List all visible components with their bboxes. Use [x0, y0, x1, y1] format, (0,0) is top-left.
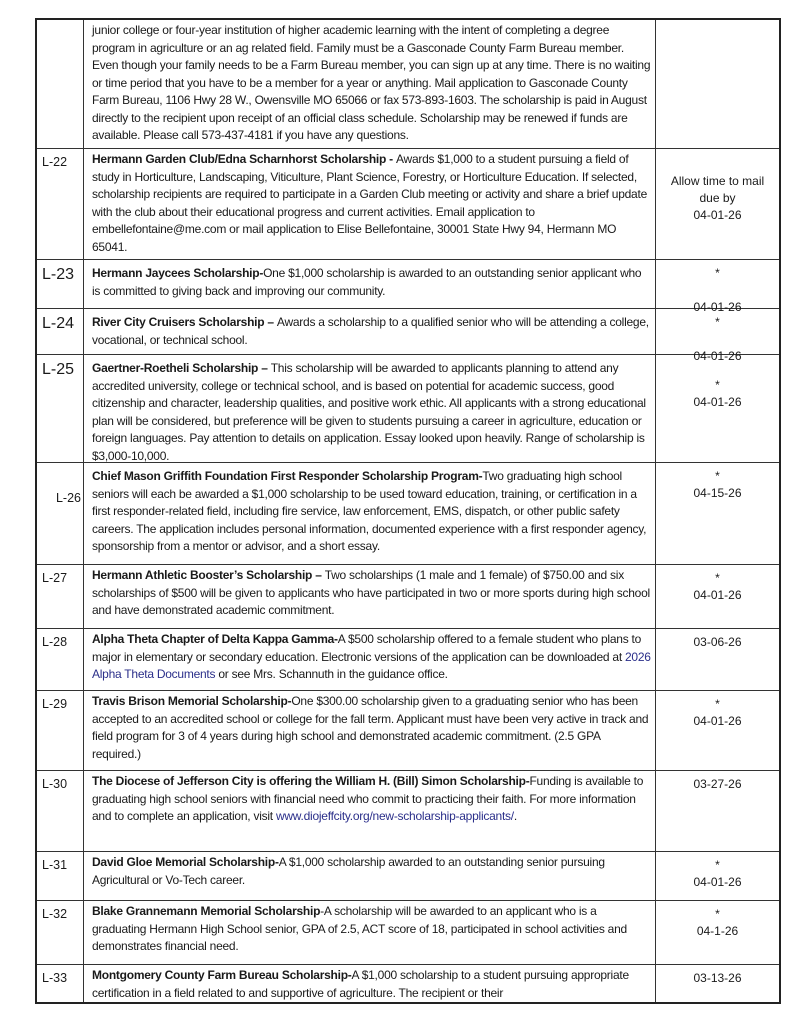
table-row: [37, 900, 779, 964]
table-row: [37, 20, 779, 148]
table-row: [37, 770, 779, 851]
scholarship-body: Awards a scholarship to a qualified senior who will be attending a college, vocational, or technical school.: [92, 315, 649, 347]
scholarship-id: L-27: [37, 565, 84, 628]
scholarship-description: [84, 691, 656, 770]
scholarship-title: Alpha Theta Chapter of Delta Kappa Gamma-: [92, 632, 338, 646]
table-row: [37, 308, 779, 363]
scholarship-id: L-32: [37, 901, 84, 964]
deadline: Allow time to mail due by 04-01-26: [670, 174, 765, 222]
table-row: [37, 462, 779, 564]
scholarship-body: Two scholarships (1 male and 1 female) of $750.00 and six scholarships of $500 will be given to applicants who have participated in two or more sports during high school and have demonstrated academic commitment.: [92, 568, 650, 617]
scholarship-description: [84, 852, 656, 900]
scholarship-description: [84, 629, 656, 690]
scholarship-description: [84, 260, 656, 308]
scholarship-body: junior college or four-year institution of higher academic learning with the intent of completing a degree program in agriculture or an ag related field. Family must be a Gasconade County Farm Bureau member. Even though your family needs to be a Farm Bureau member, you can sign up at any time. There is no waiting or time period that you have to be a member for a year or anything. Mail application to Gasconade County Farm Bureau, 1106 Hwy 28 W., Owensville MO 65066 or fax 573-893-1603. The scholarship is paid in August directly to the recipient upon receipt of an official class schedule. Scholarship may be renewed if funds are available. Please call 573-437-4181 if you have any questions.: [92, 23, 651, 142]
scholarship-id: L-28: [37, 629, 84, 690]
deadline: 03-13-26: [693, 971, 742, 985]
scholarship-body: A $500 scholarship offered to a female student who plans to major in elementary or secondary education. Electronic versions of the application can be downloaded at: [92, 632, 642, 664]
deadline: * 04-01-26: [693, 378, 742, 409]
scholarship-id: L-30: [37, 771, 84, 851]
scholarship-id: L-26: [37, 463, 84, 564]
scholarship-id: L-23: [37, 260, 84, 308]
table-row: [37, 690, 779, 770]
scholarship-description: [84, 20, 656, 148]
deadline: * 04-01-26: [693, 315, 742, 363]
scholarship-title: Hermann Jaycees Scholarship-: [92, 266, 264, 280]
scholarship-title: David Gloe Memorial Scholarship-: [92, 855, 279, 869]
scholarship-body: -A scholarship will be awarded to an applicant who is a graduating Hermann High School senior, GPA of 2.5, ACT score of 18, participated in school activities and demonstrates financial need.: [92, 904, 627, 953]
table-row: [37, 851, 779, 900]
scholarship-body: A $1,000 scholarship awarded to an outstanding senior pursuing Agricultural or Vo-Tech career.: [92, 855, 605, 887]
deadline: * 04-15-26: [693, 469, 742, 500]
scholarship-title: Travis Brison Memorial Scholarship-: [92, 694, 292, 708]
table-row: [37, 259, 779, 314]
scholarship-title: Chief Mason Griffith Foundation First Responder Scholarship Program-: [92, 469, 483, 483]
table-row: [37, 964, 779, 1002]
deadline: * 04-01-26: [693, 266, 742, 314]
scholarship-body: Two graduating high school seniors will each be awarded a $1,000 scholarship to be used toward education, training, or certification in a first responder-related field, including fire service, law enforcement, EMS, dispatch, or other public safety careers. The application includes personal information, documented experience with a first responder agency, sponsorship from a mentor or advisor, and a short essay.: [92, 469, 647, 553]
table-row: [37, 354, 779, 462]
scholarship-body: Funding is available to graduating high school seniors with financial need who commit to practicing their faith. For more information and to complete an application, visit: [92, 774, 644, 823]
scholarship-description: [84, 355, 656, 462]
table-row: [37, 564, 779, 628]
scholarship-body: One $1,000 scholarship is awarded to an outstanding senior applicant who is committed to giving back and improving our community.: [92, 266, 642, 298]
scholarship-title: Blake Grannemann Memorial Scholarship: [92, 904, 321, 918]
scholarship-title: Gaertner-Roetheli Scholarship –: [92, 361, 271, 375]
scholarship-id: L-33: [37, 965, 84, 1002]
scholarship-description: [84, 463, 656, 564]
scholarship-link[interactable]: 2026 Alpha Theta Documents: [92, 649, 651, 681]
deadline: * 04-01-26: [693, 697, 742, 728]
scholarship-title: Hermann Garden Club/Edna Scharnhorst Scholarship -: [92, 152, 396, 166]
deadline: * 04-01-26: [693, 571, 742, 602]
scholarship-id: L-22: [37, 149, 84, 259]
scholarship-body: One $300.00 scholarship given to a graduating senior who has been accepted to an accredited school or college for the fall term. Applicant must have been very active in track and field program for 3 of 4 years during high school and demonstrated academic commitment. (2.5 GPA required.): [92, 694, 649, 761]
table-row: [37, 628, 779, 690]
deadline: * 04-1-26: [696, 907, 739, 938]
scholarship-description: [84, 149, 656, 259]
deadline: 03-27-26: [693, 777, 742, 791]
table-row: [37, 148, 779, 259]
scholarship-description: [84, 771, 656, 851]
scholarship-description: [84, 565, 656, 628]
scholarship-title: River City Cruisers Scholarship –: [92, 315, 277, 329]
scholarship-body: Awards $1,000 to a student pursuing a field of study in Horticulture, Landscaping, Viticulture, Plant Science, Forestry, or Horticulture Education. If selected, scholarship recipients are required to participate in a Garden Club meeting or activity and share a brief update with the club about their educational progress and current activities. Email application to embellefontaine@me.com or mail application to Elise Bellefontaine, 30001 State Hwy 94, Hermann MO 65041.: [92, 152, 647, 254]
scholarship-body-tail: .: [513, 809, 517, 823]
scholarship-description: [84, 901, 656, 964]
scholarship-body: This scholarship will be awarded to applicants planning to attend any accredited university, college or technical school, and is based on potential for academic success, good citizenship and character, leadership qualities, and positive work ethic. All applicants with a strong educational plan will be considered, but preference will be given to students pursuing a career in agriculture, education or foreign languages. Pay attention to details on application. Essay looked upon heavily. Range of scholarship is $3,000-10,000.: [92, 361, 646, 463]
deadline: [656, 20, 779, 148]
deadline: * 04-01-26: [693, 858, 742, 889]
scholarship-title: Hermann Athletic Booster’s Scholarship –: [92, 568, 325, 582]
scholarship-table: [35, 18, 781, 1004]
deadline: 03-06-26: [693, 635, 742, 649]
scholarship-description: [84, 965, 656, 1002]
scholarship-id: L-31: [37, 852, 84, 900]
scholarship-body-tail: or see Mrs. Schannuth in the guidance office.: [215, 667, 448, 681]
scholarship-title: The Diocese of Jefferson City is offering the William H. (Bill) Simon Scholarship-: [92, 774, 530, 788]
scholarship-title: Montgomery County Farm Bureau Scholarship-: [92, 968, 352, 982]
scholarship-id: L-29: [37, 691, 84, 770]
scholarship-id: L-24: [37, 309, 84, 354]
scholarship-link[interactable]: www.diojeffcity.org/new-scholarship-applicants/: [275, 809, 514, 823]
scholarship-id: [37, 20, 84, 148]
scholarship-id: L-25: [37, 355, 84, 462]
scholarship-description: [84, 309, 656, 354]
scholarship-body: A $1,000 scholarship to a student pursuing appropriate certification in a field related to and supportive of agriculture. The recipient or their: [92, 968, 629, 1000]
